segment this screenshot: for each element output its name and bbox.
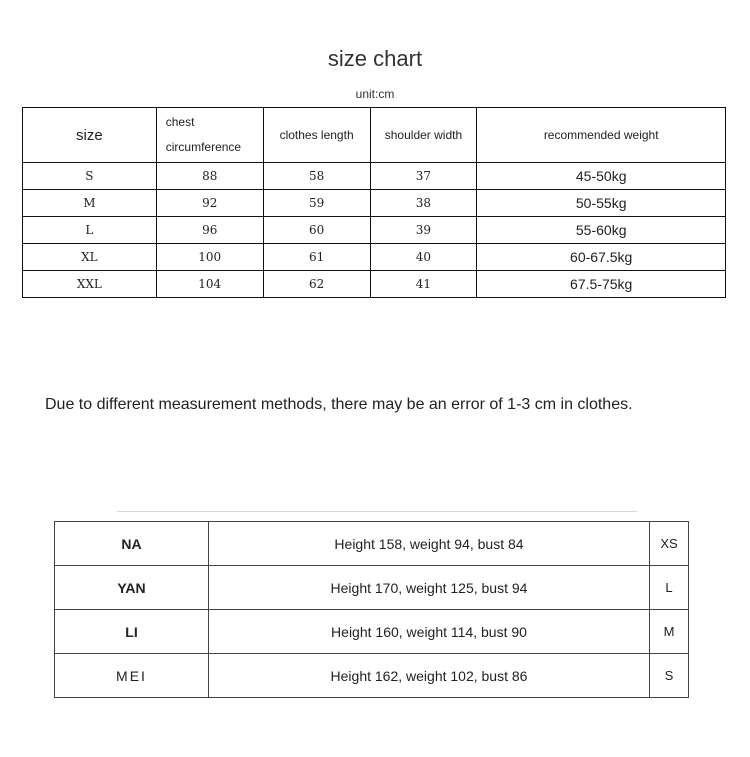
size-chart-header-row (23, 108, 726, 163)
cell-size: M (23, 190, 157, 217)
cell-shoulder: 40 (370, 244, 477, 271)
measurement-note: Due to different measurement methods, there may be an error of 1-3 cm in clothes. (45, 396, 633, 413)
cell-chest: 96 (156, 217, 263, 244)
cell-shoulder: 37 (370, 163, 477, 190)
page-title: size chart (327, 46, 423, 71)
header-chest (156, 108, 263, 163)
model-name: YAN (55, 566, 209, 610)
cell-shoulder: 39 (370, 217, 477, 244)
model-stats: Height 160, weight 114, bust 90 (209, 610, 650, 654)
cell-length: 61 (263, 244, 370, 271)
model-size: M (650, 610, 689, 654)
model-size: S (650, 654, 689, 698)
cell-chest: 92 (156, 190, 263, 217)
table-row (23, 271, 726, 298)
header-chest-line1: chest (165, 115, 195, 129)
cell-weight: 45-50kg (477, 163, 726, 190)
cell-size: L (23, 217, 157, 244)
header-chest-line2: circumference (165, 140, 242, 154)
table-row (23, 217, 726, 244)
header-size: size (23, 108, 157, 163)
cell-chest: 104 (156, 271, 263, 298)
divider (117, 511, 637, 512)
cell-shoulder: 41 (370, 271, 477, 298)
table-row (23, 163, 726, 190)
model-stats: Height 162, weight 102, bust 86 (209, 654, 650, 698)
model-stats: Height 158, weight 94, bust 84 (209, 522, 650, 566)
model-row (55, 522, 689, 566)
header-shoulder: shoulder width (370, 108, 477, 163)
model-stats: Height 170, weight 125, bust 94 (209, 566, 650, 610)
cell-chest: 88 (156, 163, 263, 190)
cell-chest: 100 (156, 244, 263, 271)
cell-size: S (23, 163, 157, 190)
model-size: XS (650, 522, 689, 566)
cell-length: 59 (263, 190, 370, 217)
model-size: L (650, 566, 689, 610)
model-reference-table (54, 521, 689, 698)
model-row (55, 566, 689, 610)
header-length: clothes length (263, 108, 370, 163)
model-name: MEI (55, 654, 209, 698)
cell-size: XL (23, 244, 157, 271)
model-name: LI (55, 610, 209, 654)
size-chart-table (22, 107, 726, 298)
cell-weight: 67.5-75kg (477, 271, 726, 298)
model-row (55, 654, 689, 698)
header-weight: recommended weight (477, 108, 726, 163)
cell-length: 58 (263, 163, 370, 190)
model-name: NA (55, 522, 209, 566)
cell-length: 62 (263, 271, 370, 298)
unit-label: unit:cm (355, 87, 395, 101)
cell-shoulder: 38 (370, 190, 477, 217)
cell-weight: 55-60kg (477, 217, 726, 244)
cell-weight: 60-67.5kg (477, 244, 726, 271)
cell-weight: 50-55kg (477, 190, 726, 217)
cell-size: XXL (23, 271, 157, 298)
model-row (55, 610, 689, 654)
table-row (23, 190, 726, 217)
table-row (23, 244, 726, 271)
cell-length: 60 (263, 217, 370, 244)
